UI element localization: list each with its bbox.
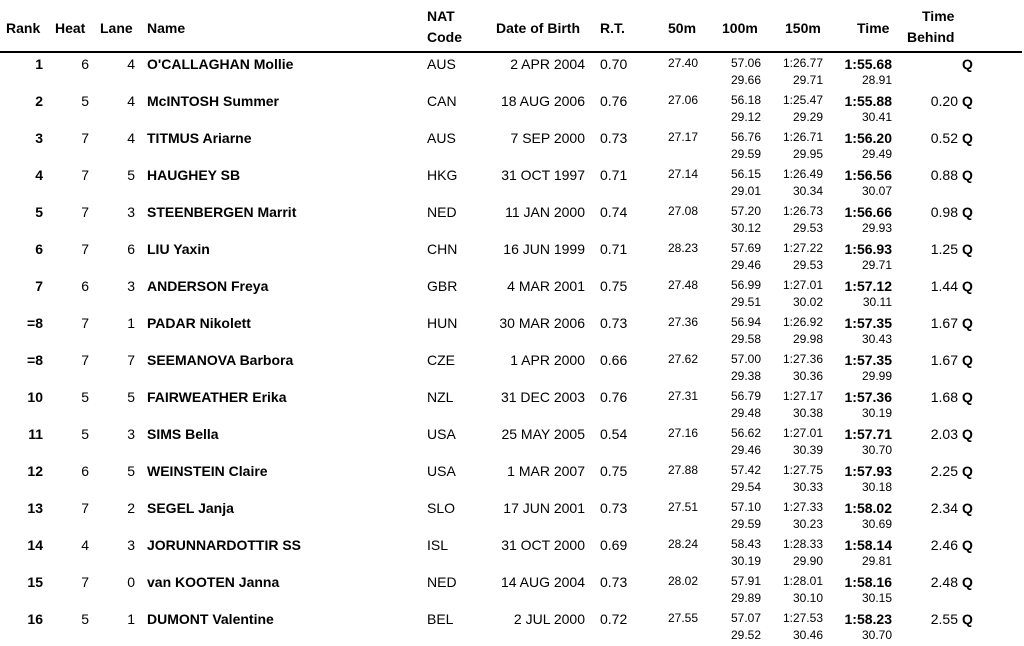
cell-heat: 7 [81, 315, 89, 331]
cell-lap-200m: 30.15 [861, 591, 892, 605]
cell-rank: 1 [35, 56, 43, 72]
cell-lap-150m: 29.90 [792, 554, 823, 568]
cell-qualified: Q [962, 574, 973, 590]
cell-dob: 1 MAR 2007 [507, 463, 585, 479]
cell-split-150m: 1:26.73 [782, 204, 823, 218]
cell-rt: 0.54 [600, 426, 628, 442]
cell-heat: 5 [81, 426, 89, 442]
table-row [0, 350, 1024, 387]
cell-nat: BEL [427, 611, 454, 627]
cell-lap-150m: 30.36 [792, 369, 823, 383]
cell-lap-200m: 30.07 [861, 184, 892, 198]
cell-lap-150m: 30.34 [792, 184, 823, 198]
cell-time: 1:56.93 [844, 241, 892, 257]
header-name: Name [147, 20, 186, 36]
cell-rt: 0.75 [600, 278, 628, 294]
cell-lap-100m: 29.59 [730, 517, 761, 531]
header-time: Time [857, 20, 890, 36]
cell-dob: 17 JUN 2001 [503, 500, 585, 516]
cell-time-behind: 1.68 [930, 389, 958, 405]
cell-qualified: Q [962, 278, 973, 294]
cell-split-50m: 27.88 [667, 463, 698, 477]
cell-split-150m: 1:27.33 [782, 500, 823, 514]
cell-heat: 5 [81, 93, 89, 109]
cell-dob: 25 MAY 2005 [501, 426, 585, 442]
cell-time: 1:58.14 [844, 537, 892, 553]
cell-name: TITMUS Ariarne [147, 130, 252, 146]
cell-rank: 10 [27, 389, 43, 405]
header-rt: R.T. [600, 20, 625, 36]
cell-lap-200m: 29.49 [861, 147, 892, 161]
cell-rank: 12 [27, 463, 43, 479]
cell-lane: 1 [127, 315, 135, 331]
cell-lane: 5 [127, 389, 135, 405]
cell-name: FAIRWEATHER Erika [147, 389, 287, 405]
cell-dob: 1 APR 2000 [510, 352, 585, 368]
cell-lap-100m: 29.46 [730, 443, 761, 457]
table-row [0, 572, 1024, 609]
cell-lane: 3 [127, 204, 135, 220]
cell-split-100m: 57.91 [730, 574, 761, 588]
cell-lane: 4 [127, 130, 135, 146]
cell-nat: USA [427, 426, 456, 442]
table-row [0, 239, 1024, 276]
table-row [0, 387, 1024, 424]
cell-dob: 31 DEC 2003 [500, 389, 585, 405]
cell-time-behind: 1.44 [930, 278, 958, 294]
cell-time-behind: 0.88 [930, 167, 958, 183]
header-time-behind-2: Behind [907, 29, 955, 45]
cell-nat: AUS [427, 56, 456, 72]
cell-rt: 0.73 [600, 574, 628, 590]
cell-lane: 4 [127, 56, 135, 72]
cell-qualified: Q [962, 315, 973, 331]
table-row [0, 128, 1024, 165]
cell-time: 1:56.66 [844, 204, 892, 220]
cell-rank: 16 [27, 611, 43, 627]
cell-rank: =8 [27, 352, 43, 368]
cell-time-behind: 1.25 [930, 241, 958, 257]
cell-lap-100m: 29.54 [730, 480, 761, 494]
cell-split-50m: 27.14 [667, 167, 698, 181]
cell-time: 1:57.93 [844, 463, 892, 479]
cell-lap-200m: 29.81 [861, 554, 892, 568]
cell-nat: ISL [427, 537, 449, 553]
cell-split-150m: 1:27.36 [782, 352, 823, 366]
cell-name: HAUGHEY SB [147, 167, 241, 183]
header-100m: 100m [722, 20, 758, 36]
cell-split-150m: 1:27.75 [782, 463, 823, 477]
cell-heat: 5 [81, 389, 89, 405]
cell-split-100m: 56.62 [730, 426, 761, 440]
cell-lap-100m: 30.19 [730, 554, 761, 568]
header-divider [0, 51, 1022, 53]
header-rank: Rank [6, 20, 41, 36]
cell-nat: SLO [427, 500, 456, 516]
cell-split-50m: 27.40 [667, 56, 698, 70]
cell-time: 1:58.16 [844, 574, 892, 590]
cell-lap-100m: 29.89 [730, 591, 761, 605]
cell-name: van KOOTEN Janna [147, 574, 280, 590]
header-150m: 150m [785, 20, 821, 36]
cell-time: 1:57.12 [844, 278, 892, 294]
cell-lap-150m: 30.10 [792, 591, 823, 605]
cell-lap-100m: 29.59 [730, 147, 761, 161]
cell-heat: 6 [81, 56, 89, 72]
cell-lap-100m: 29.12 [730, 110, 761, 124]
cell-split-50m: 27.31 [667, 389, 698, 403]
cell-split-150m: 1:27.17 [782, 389, 823, 403]
results-table-body [0, 54, 1024, 646]
cell-heat: 7 [81, 500, 89, 516]
table-row [0, 202, 1024, 239]
cell-rank: =8 [27, 315, 43, 331]
cell-lap-200m: 30.41 [861, 110, 892, 124]
table-row [0, 313, 1024, 350]
cell-time: 1:58.23 [844, 611, 892, 627]
cell-lap-200m: 30.43 [861, 332, 892, 346]
cell-rt: 0.73 [600, 130, 628, 146]
cell-qualified: Q [962, 537, 973, 553]
cell-rt: 0.66 [600, 352, 628, 368]
cell-split-100m: 56.99 [730, 278, 761, 292]
cell-split-150m: 1:28.33 [782, 537, 823, 551]
cell-time: 1:55.88 [844, 93, 892, 109]
cell-time-behind: 2.34 [930, 500, 958, 516]
cell-qualified: Q [962, 463, 973, 479]
cell-time-behind: 0.52 [930, 130, 958, 146]
table-row [0, 54, 1024, 91]
cell-rt: 0.76 [600, 389, 628, 405]
cell-time: 1:56.56 [844, 167, 892, 183]
table-row [0, 498, 1024, 535]
cell-lane: 5 [127, 463, 135, 479]
cell-split-50m: 28.23 [667, 241, 698, 255]
cell-lap-150m: 30.38 [792, 406, 823, 420]
cell-time-behind: 0.98 [930, 204, 958, 220]
cell-lane: 4 [127, 93, 135, 109]
cell-split-150m: 1:27.01 [782, 278, 823, 292]
cell-split-150m: 1:26.49 [782, 167, 823, 181]
cell-lane: 5 [127, 167, 135, 183]
cell-qualified: Q [962, 93, 973, 109]
cell-qualified: Q [962, 611, 973, 627]
cell-lane: 3 [127, 537, 135, 553]
cell-dob: 30 MAR 2006 [499, 315, 585, 331]
cell-lane: 1 [127, 611, 135, 627]
cell-lap-100m: 29.51 [730, 295, 761, 309]
cell-rank: 13 [27, 500, 43, 516]
cell-lap-150m: 30.33 [792, 480, 823, 494]
cell-name: LIU Yaxin [147, 241, 210, 257]
cell-heat: 5 [81, 611, 89, 627]
cell-lap-200m: 29.71 [861, 258, 892, 272]
cell-split-50m: 28.02 [667, 574, 698, 588]
cell-lap-100m: 29.01 [730, 184, 761, 198]
cell-lap-100m: 29.48 [730, 406, 761, 420]
cell-split-150m: 1:25.47 [782, 93, 823, 107]
cell-lap-200m: 28.91 [861, 73, 892, 87]
cell-split-100m: 58.43 [730, 537, 761, 551]
cell-dob: 31 OCT 2000 [501, 537, 585, 553]
cell-lap-200m: 30.11 [862, 295, 892, 309]
cell-nat: CZE [427, 352, 455, 368]
cell-qualified: Q [962, 500, 973, 516]
cell-rank: 7 [35, 278, 43, 294]
cell-lap-150m: 29.98 [792, 332, 823, 346]
cell-time-behind: 1.67 [930, 352, 958, 368]
header-dob: Date of Birth [496, 20, 580, 36]
cell-split-100m: 57.00 [730, 352, 761, 366]
header-heat: Heat [55, 20, 86, 36]
cell-nat: NED [427, 574, 457, 590]
cell-time: 1:56.20 [844, 130, 892, 146]
cell-split-100m: 57.42 [730, 463, 761, 477]
cell-split-100m: 56.18 [730, 93, 761, 107]
cell-split-150m: 1:26.92 [782, 315, 823, 329]
cell-dob: 4 MAR 2001 [507, 278, 585, 294]
cell-lap-100m: 29.66 [730, 73, 761, 87]
cell-split-50m: 27.06 [667, 93, 698, 107]
cell-dob: 7 SEP 2000 [510, 130, 585, 146]
table-row [0, 609, 1024, 646]
cell-dob: 14 AUG 2004 [500, 574, 585, 590]
cell-qualified: Q [962, 56, 973, 72]
cell-split-100m: 57.69 [730, 241, 761, 255]
cell-split-150m: 1:27.01 [782, 426, 823, 440]
cell-qualified: Q [962, 426, 973, 442]
cell-nat: NED [427, 204, 457, 220]
cell-nat: HKG [427, 167, 458, 183]
cell-rt: 0.74 [600, 204, 628, 220]
header-time-behind-1: Time [922, 8, 955, 24]
cell-name: STEENBERGEN Marrit [147, 204, 297, 220]
header-nat: NAT [427, 8, 455, 24]
table-row [0, 165, 1024, 202]
cell-lap-150m: 30.23 [792, 517, 823, 531]
cell-time: 1:57.35 [844, 352, 892, 368]
cell-lap-150m: 30.02 [792, 295, 823, 309]
cell-time-behind: 2.25 [930, 463, 958, 479]
cell-dob: 18 AUG 2006 [500, 93, 585, 109]
cell-lap-150m: 29.95 [792, 147, 823, 161]
cell-qualified: Q [962, 241, 973, 257]
cell-lane: 2 [127, 500, 135, 516]
cell-nat: NZL [427, 389, 454, 405]
cell-time-behind: 0.20 [930, 93, 958, 109]
cell-lap-150m: 30.39 [792, 443, 823, 457]
cell-qualified: Q [962, 204, 973, 220]
cell-rank: 4 [35, 167, 43, 183]
cell-rt: 0.69 [600, 537, 628, 553]
cell-split-100m: 57.07 [730, 611, 761, 625]
cell-name: PADAR Nikolett [147, 315, 251, 331]
cell-rank: 15 [27, 574, 43, 590]
cell-lane: 3 [127, 278, 135, 294]
cell-nat: USA [427, 463, 456, 479]
cell-split-50m: 27.55 [667, 611, 698, 625]
cell-lap-200m: 30.70 [861, 443, 892, 457]
cell-name: DUMONT Valentine [147, 611, 274, 627]
cell-split-50m: 27.36 [667, 315, 698, 329]
cell-nat: GBR [427, 278, 458, 294]
cell-rt: 0.72 [600, 611, 628, 627]
cell-time-behind: 1.67 [930, 315, 958, 331]
cell-heat: 7 [81, 204, 89, 220]
table-header [0, 0, 1024, 52]
cell-time-behind: 2.48 [930, 574, 958, 590]
cell-lane: 6 [127, 241, 135, 257]
cell-lap-150m: 29.29 [792, 110, 823, 124]
cell-heat: 7 [81, 574, 89, 590]
cell-time: 1:55.68 [844, 56, 892, 72]
cell-rt: 0.75 [600, 463, 628, 479]
cell-split-100m: 56.94 [730, 315, 761, 329]
header-50m: 50m [668, 20, 697, 36]
cell-name: SIMS Bella [147, 426, 219, 442]
cell-rank: 11 [28, 426, 43, 442]
cell-split-50m: 27.17 [667, 130, 698, 144]
cell-rt: 0.71 [600, 241, 628, 257]
cell-qualified: Q [962, 167, 973, 183]
cell-lap-100m: 30.12 [730, 221, 761, 235]
cell-lane: 3 [127, 426, 135, 442]
header-lane: Lane [100, 20, 133, 36]
cell-lap-200m: 30.18 [861, 480, 892, 494]
cell-lap-100m: 29.58 [730, 332, 761, 346]
cell-split-150m: 1:26.71 [782, 130, 823, 144]
cell-heat: 7 [81, 167, 89, 183]
cell-split-50m: 27.62 [667, 352, 698, 366]
table-row [0, 461, 1024, 498]
cell-time: 1:57.71 [844, 426, 892, 442]
cell-split-150m: 1:27.53 [782, 611, 823, 625]
cell-rank: 14 [27, 537, 43, 553]
cell-time-behind: 2.46 [930, 537, 958, 553]
header-code: Code [427, 29, 462, 45]
cell-nat: AUS [427, 130, 456, 146]
cell-name: McINTOSH Summer [147, 93, 279, 109]
cell-nat: HUN [427, 315, 458, 331]
cell-split-100m: 56.79 [730, 389, 761, 403]
cell-rt: 0.71 [600, 167, 628, 183]
cell-lap-150m: 29.71 [792, 73, 823, 87]
cell-name: O'CALLAGHAN Mollie [147, 56, 294, 72]
cell-lane: 7 [127, 352, 135, 368]
table-row [0, 535, 1024, 572]
cell-lap-200m: 29.99 [861, 369, 892, 383]
cell-lane: 0 [127, 574, 135, 590]
table-row [0, 91, 1024, 128]
cell-rank: 2 [35, 93, 43, 109]
cell-time: 1:57.36 [844, 389, 892, 405]
cell-name: SEEMANOVA Barbora [147, 352, 294, 368]
cell-name: ANDERSON Freya [147, 278, 269, 294]
cell-lap-100m: 29.46 [730, 258, 761, 272]
cell-split-100m: 57.20 [730, 204, 761, 218]
cell-time: 1:58.02 [844, 500, 892, 516]
cell-qualified: Q [962, 389, 973, 405]
cell-heat: 6 [81, 278, 89, 294]
cell-time-behind: 2.55 [930, 611, 958, 627]
cell-heat: 4 [81, 537, 89, 553]
cell-nat: CAN [427, 93, 457, 109]
cell-nat: CHN [427, 241, 458, 257]
cell-rt: 0.76 [600, 93, 628, 109]
cell-name: JORUNNARDOTTIR SS [147, 537, 302, 553]
cell-dob: 11 JAN 2000 [505, 204, 585, 220]
cell-lap-200m: 30.70 [861, 628, 892, 642]
cell-qualified: Q [962, 130, 973, 146]
cell-lap-150m: 29.53 [792, 258, 823, 272]
cell-lap-150m: 30.46 [792, 628, 823, 642]
cell-dob: 31 OCT 1997 [501, 167, 585, 183]
cell-split-150m: 1:28.01 [782, 574, 823, 588]
cell-split-150m: 1:27.22 [782, 241, 823, 255]
cell-lap-200m: 30.19 [861, 406, 892, 420]
cell-split-50m: 27.51 [667, 500, 698, 514]
cell-time-behind: 2.03 [930, 426, 958, 442]
table-row [0, 276, 1024, 313]
cell-rt: 0.73 [600, 500, 628, 516]
cell-split-50m: 27.08 [667, 204, 698, 218]
cell-split-100m: 56.15 [730, 167, 761, 181]
cell-heat: 7 [81, 241, 89, 257]
table-row [0, 424, 1024, 461]
cell-rank: 6 [35, 241, 43, 257]
cell-rt: 0.73 [600, 315, 628, 331]
cell-name: WEINSTEIN Claire [147, 463, 268, 479]
cell-lap-100m: 29.52 [730, 628, 761, 642]
cell-split-50m: 28.24 [667, 537, 698, 551]
cell-split-50m: 27.48 [667, 278, 698, 292]
cell-lap-150m: 29.53 [792, 221, 823, 235]
cell-name: SEGEL Janja [147, 500, 234, 516]
cell-rt: 0.70 [600, 56, 628, 72]
cell-split-100m: 57.06 [730, 56, 761, 70]
cell-dob: 16 JUN 1999 [503, 241, 585, 257]
cell-time: 1:57.35 [844, 315, 892, 331]
cell-heat: 6 [81, 463, 89, 479]
cell-split-150m: 1:26.77 [782, 56, 823, 70]
cell-heat: 7 [81, 130, 89, 146]
cell-qualified: Q [962, 352, 973, 368]
cell-lap-200m: 30.69 [861, 517, 892, 531]
cell-rank: 5 [35, 204, 43, 220]
cell-split-100m: 56.76 [730, 130, 761, 144]
cell-split-100m: 57.10 [730, 500, 761, 514]
cell-heat: 7 [81, 352, 89, 368]
cell-lap-200m: 29.93 [861, 221, 892, 235]
cell-split-50m: 27.16 [667, 426, 698, 440]
cell-rank: 3 [35, 130, 43, 146]
cell-dob: 2 JUL 2000 [513, 611, 585, 627]
cell-lap-100m: 29.38 [730, 369, 761, 383]
cell-dob: 2 APR 2004 [510, 56, 585, 72]
